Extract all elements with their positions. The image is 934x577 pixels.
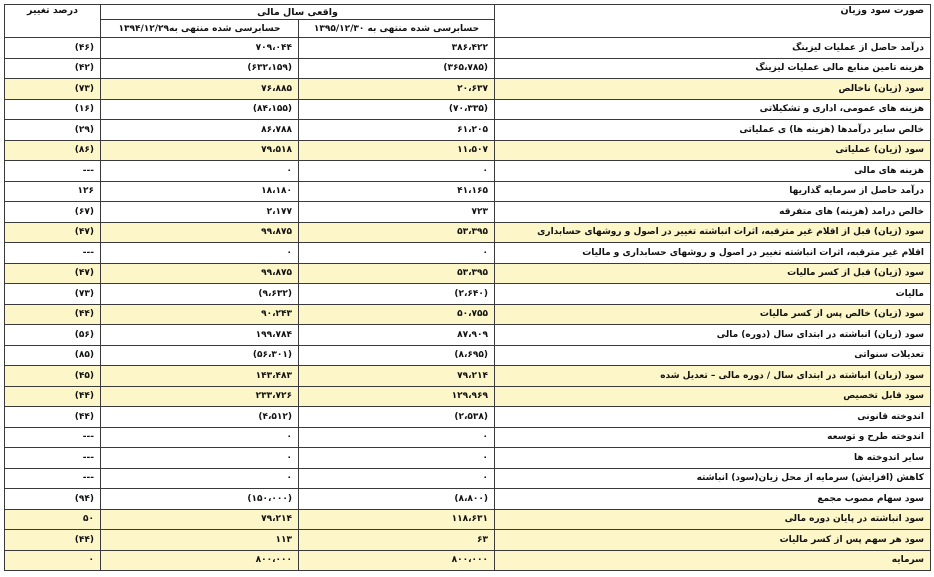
change-percent: --- (5, 161, 101, 182)
row-description: سود (زیان) قبل از کسر مالیات (495, 263, 931, 284)
change-percent: --- (5, 468, 101, 489)
value-1394: ۱۹۹،۷۸۴ (101, 325, 299, 346)
value-1394: (۶۳۲،۱۵۹) (101, 58, 299, 79)
table-row (5, 345, 931, 366)
column-header-1394: حسابرسی شده منتهی به۱۳۹۴/۱۲/۲۹ (101, 20, 299, 38)
row-description: سود (زیان) انباشته در ابتدای سال / دوره مالی – تعدیل شده (495, 366, 931, 387)
value-1394: (۱۵۰،۰۰۰) (101, 489, 299, 510)
value-1394: ۸۰۰،۰۰۰ (101, 550, 299, 571)
table-row (5, 407, 931, 428)
row-description: خالص سایر درآمدها (هزینه ها) ی عملیاتی (495, 120, 931, 141)
row-description: هزینه های مالی (495, 161, 931, 182)
value-1395: ۵۰،۷۵۵ (299, 304, 495, 325)
change-percent: ۵۰ (5, 509, 101, 530)
change-percent: (۵۶) (5, 325, 101, 346)
value-1394: (۸۴،۱۵۵) (101, 99, 299, 120)
value-1394: ۷۹،۲۱۴ (101, 509, 299, 530)
change-percent: (۴۷) (5, 263, 101, 284)
value-1394: ۱۴۳،۴۸۳ (101, 366, 299, 387)
value-1394: ۰ (101, 427, 299, 448)
table-row (5, 222, 931, 243)
row-description: سود سهام مصوب مجمع (495, 489, 931, 510)
table-row (5, 386, 931, 407)
value-1394: (۵۶،۳۰۱) (101, 345, 299, 366)
row-description: درآمد حاصل از سرمایه گذاریها (495, 181, 931, 202)
row-description: سود (زیان) خالص پس از کسر مالیات (495, 304, 931, 325)
change-percent: (۴۶) (5, 38, 101, 59)
value-1394: (۹،۶۳۲) (101, 284, 299, 305)
row-description: سود قابل تخصیص (495, 386, 931, 407)
value-1394: ۹۹،۸۷۵ (101, 222, 299, 243)
row-description: سود (زیان) انباشته در ابتدای سال (دوره) مالی (495, 325, 931, 346)
value-1394: ۷۶،۸۸۵ (101, 79, 299, 100)
table-row (5, 99, 931, 120)
row-description: هزینه تامین منابع مالی عملیات لیزینگ (495, 58, 931, 79)
table-row (5, 243, 931, 264)
value-1395: (۷۰،۳۳۵) (299, 99, 495, 120)
row-description: سود (زیان) عملیاتی (495, 140, 931, 161)
value-1395: (۳۶۵،۷۸۵) (299, 58, 495, 79)
table-row (5, 202, 931, 223)
change-percent: (۹۴) (5, 489, 101, 510)
row-description: سایر اندوخته ها (495, 448, 931, 469)
value-1395: ۰ (299, 427, 495, 448)
value-1394: (۴،۵۱۲) (101, 407, 299, 428)
value-1395: ۵۳،۳۹۵ (299, 222, 495, 243)
change-percent-header: درصد تغییر (5, 5, 101, 38)
row-description: هزینه های عمومی، اداری و تشکیلاتی (495, 99, 931, 120)
value-1395: ۰ (299, 448, 495, 469)
value-1395: ۶۳ (299, 530, 495, 551)
statement-title: صورت سود وزیان (495, 5, 931, 38)
row-description: سرمایه (495, 550, 931, 571)
table-row (5, 530, 931, 551)
value-1395: ۰ (299, 468, 495, 489)
change-percent: (۴۴) (5, 304, 101, 325)
row-description: کاهش (افزایش) سرمایه از محل زیان(سود) انباشته (495, 468, 931, 489)
change-percent: (۴۵) (5, 366, 101, 387)
change-percent: (۴۷) (5, 222, 101, 243)
value-1395: ۰ (299, 161, 495, 182)
change-percent: (۲۹) (5, 120, 101, 141)
table-row (5, 509, 931, 530)
value-1395: ۸۰۰،۰۰۰ (299, 550, 495, 571)
value-1394: ۱۸،۱۸۰ (101, 181, 299, 202)
change-percent: (۶۷) (5, 202, 101, 223)
row-description: مالیات (495, 284, 931, 305)
row-description: سود (زیان) قبل از اقلام غیر مترقبه، اثرات انباشته تغییر در اصول و روشهای حسابداری (495, 222, 931, 243)
table-row (5, 489, 931, 510)
value-1394: ۸۶،۷۸۸ (101, 120, 299, 141)
table-row (5, 79, 931, 100)
change-percent: (۴۲) (5, 58, 101, 79)
table-row (5, 38, 931, 59)
value-1395: ۲۰،۶۳۷ (299, 79, 495, 100)
table-row (5, 58, 931, 79)
row-description: سود (زیان) ناخالص (495, 79, 931, 100)
table-row (5, 181, 931, 202)
value-1395: (۸،۶۹۵) (299, 345, 495, 366)
row-description: سود هر سهم پس از کسر مالیات (495, 530, 931, 551)
value-1395: ۷۲۳ (299, 202, 495, 223)
table-row (5, 448, 931, 469)
value-1394: ۱۱۳ (101, 530, 299, 551)
row-description: درآمد حاصل از عملیات لیزینگ (495, 38, 931, 59)
value-1395: ۶۱،۲۰۵ (299, 120, 495, 141)
statement-rows (5, 38, 931, 571)
change-percent: (۴۴) (5, 530, 101, 551)
change-percent: (۴۴) (5, 407, 101, 428)
table-row (5, 263, 931, 284)
value-1394: ۰ (101, 448, 299, 469)
value-1395: ۱۱۸،۶۳۱ (299, 509, 495, 530)
value-1395: ۰ (299, 243, 495, 264)
table-row (5, 304, 931, 325)
value-1395: ۱۱،۵۰۷ (299, 140, 495, 161)
value-1394: ۰ (101, 161, 299, 182)
value-1395: ۳۸۶،۴۲۲ (299, 38, 495, 59)
change-percent: (۱۶) (5, 99, 101, 120)
value-1395: ۴۱،۱۶۵ (299, 181, 495, 202)
change-percent: (۸۶) (5, 140, 101, 161)
value-1395: (۸،۸۰۰) (299, 489, 495, 510)
change-percent: (۷۳) (5, 284, 101, 305)
fiscal-year-group-header: واقعی سال مالی (101, 5, 495, 20)
row-description: سود انباشته در پایان دوره مالی (495, 509, 931, 530)
value-1394: ۷۹،۵۱۸ (101, 140, 299, 161)
change-percent: --- (5, 243, 101, 264)
value-1395: ۷۹،۲۱۴ (299, 366, 495, 387)
change-percent: --- (5, 448, 101, 469)
column-header-1395: حسابرسی شده منتهی به ۱۳۹۵/۱۲/۳۰ (299, 20, 495, 38)
value-1394: ۲،۱۷۷ (101, 202, 299, 223)
value-1394: ۷۰۹،۰۴۴ (101, 38, 299, 59)
row-description: خالص درامد (هزینه) های متفرقه (495, 202, 931, 223)
change-percent: --- (5, 427, 101, 448)
change-percent: (۷۳) (5, 79, 101, 100)
value-1394: ۹۹،۸۷۵ (101, 263, 299, 284)
change-percent: ۰ (5, 550, 101, 571)
value-1395: ۵۳،۳۹۵ (299, 263, 495, 284)
table-row (5, 550, 931, 571)
table-row (5, 427, 931, 448)
value-1394: ۰ (101, 468, 299, 489)
value-1394: ۲۳۳،۷۲۶ (101, 386, 299, 407)
row-description: تعدیلات سنواتی (495, 345, 931, 366)
row-description: اندوخته طرح و توسعه (495, 427, 931, 448)
row-description: اندوخته قانونی (495, 407, 931, 428)
value-1395: (۲،۶۴۰) (299, 284, 495, 305)
row-description: اقلام غیر مترقبه، اثرات انباشته تغییر در اصول و روشهای حسابداری و مالیات (495, 243, 931, 264)
table-row (5, 325, 931, 346)
value-1394: ۰ (101, 243, 299, 264)
table-row (5, 140, 931, 161)
table-row (5, 161, 931, 182)
value-1395: (۲،۵۳۸) (299, 407, 495, 428)
value-1394: ۹۰،۲۴۳ (101, 304, 299, 325)
change-percent: ۱۲۶ (5, 181, 101, 202)
change-percent: (۸۵) (5, 345, 101, 366)
value-1395: ۸۷،۹۰۹ (299, 325, 495, 346)
table-row (5, 366, 931, 387)
change-percent: (۴۴) (5, 386, 101, 407)
table-row (5, 284, 931, 305)
income-statement-table (4, 4, 931, 571)
value-1395: ۱۲۹،۹۶۹ (299, 386, 495, 407)
table-row (5, 120, 931, 141)
table-row (5, 468, 931, 489)
